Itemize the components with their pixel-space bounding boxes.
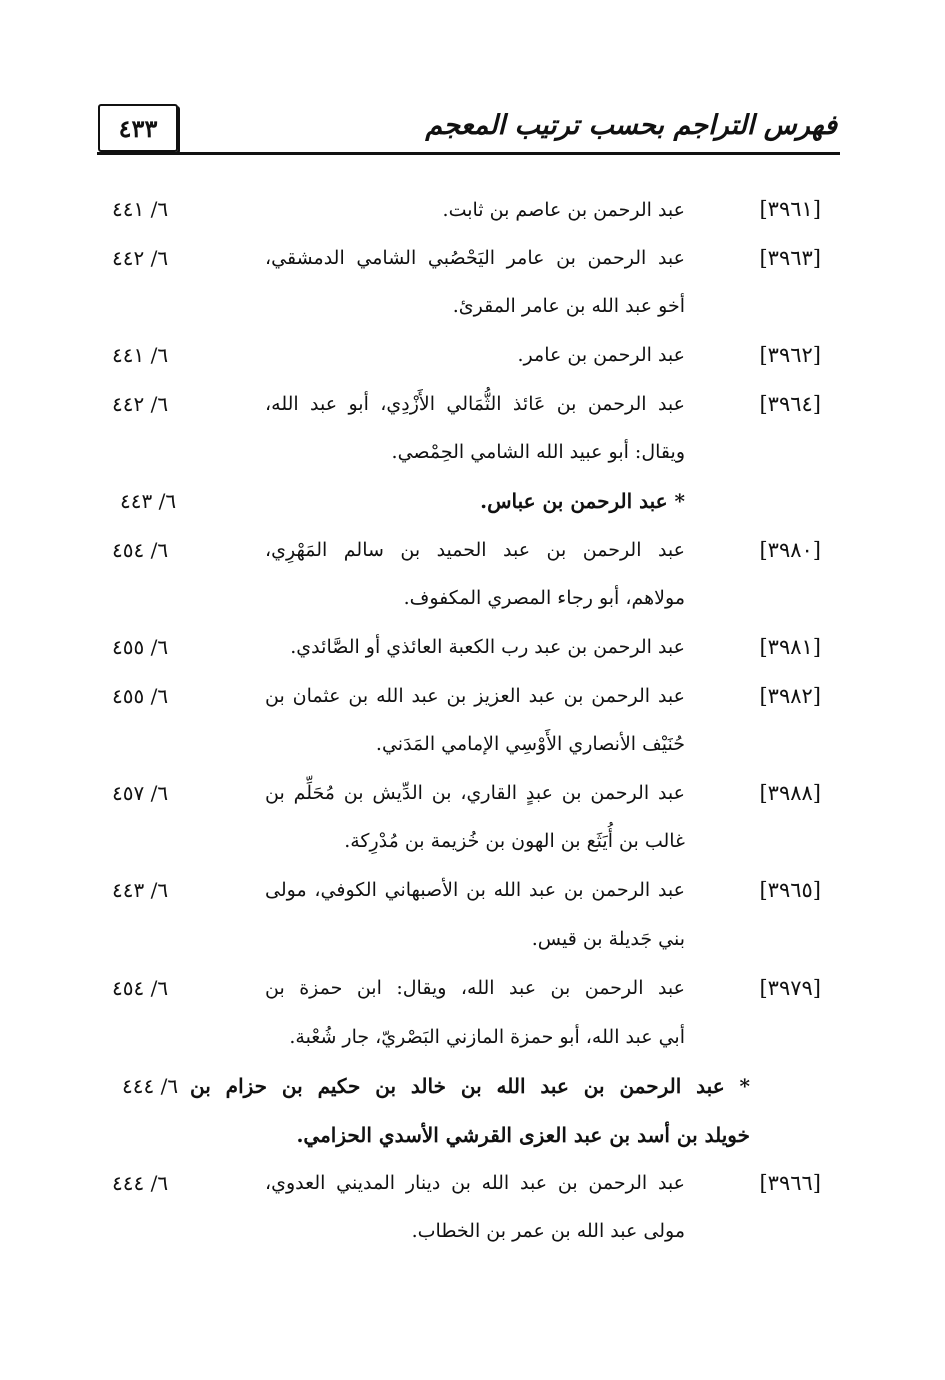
- entry-line: عبد الرحمن بن عاصم بن ثابت.: [442, 199, 685, 221]
- entry-line: عبد الرحمن بن عبد العزيز بن عبد الله بن عثمان بن: [265, 685, 685, 707]
- entry-line: عبد الرحمن بن عبد الله، ويقال: ابن حمزة بن: [265, 977, 685, 999]
- volume-page-ref: ٦/ ٤٥٤: [112, 538, 169, 562]
- entry-line: أخو عبد الله بن عامر المقرئ.: [452, 295, 685, 317]
- volume-page-ref: ٦/ ٤٤٣: [120, 489, 177, 513]
- volume-page-ref: ٦/ ٤٥٤: [112, 976, 169, 1000]
- entry-number: [٣٩٦١]: [759, 197, 821, 221]
- entry-line: * عبد الرحمن بن عبد الله بن خالد بن حكيم بن حزام بن: [190, 1074, 750, 1098]
- volume-page-ref: ٦/ ٤٥٧: [112, 781, 169, 805]
- volume-page-ref: ٦/ ٤٥٥: [112, 684, 169, 708]
- entry-line: خويلد بن أسد بن عبد العزى القرشي الأسدي الحزامي.: [296, 1123, 750, 1147]
- entry-number: [٣٩٦٥]: [759, 878, 821, 902]
- entry-line: مولاهم، أبو رجاء المصري المكفوف.: [403, 587, 685, 609]
- entry-number: [٣٩٨٨]: [759, 781, 821, 805]
- entry-number: [٣٩٨١]: [759, 635, 821, 659]
- volume-page-ref: ٦/ ٤٤٤: [112, 1171, 169, 1195]
- running-title: فهرس التراجم بحسب ترتيب المعجم: [425, 110, 837, 141]
- entry-line: عبد الرحمن بن عبدٍ القاري، بن الدِّيش بن مُحَلِّم بن: [265, 782, 685, 804]
- entry-line: عبد الرحمن بن عبد رب الكعبة العائذي أو الصَّائدي.: [290, 636, 685, 658]
- entry-line: * عبد الرحمن بن عباس.: [480, 489, 685, 513]
- entry-number: [٣٩٦٢]: [759, 343, 821, 367]
- entry-number: [٣٩٦٣]: [759, 246, 821, 270]
- entry-line: مولى عبد الله بن عمر بن الخطاب.: [411, 1220, 685, 1242]
- volume-page-ref: ٦/ ٤٤١: [112, 343, 169, 367]
- entry-line: عبد الرحمن بن عبد الله بن الأصبهاني الكوفي، مولى: [265, 879, 685, 901]
- volume-page-ref: ٦/ ٤٤٢: [112, 392, 169, 416]
- volume-page-ref: ٦/ ٤٤٣: [112, 878, 169, 902]
- entry-line: غالب بن أُيَثَع بن الهون بن خُزيمة بن مُدْرِكة.: [344, 830, 685, 852]
- volume-page-ref: ٦/ ٤٥٥: [112, 635, 169, 659]
- page-number: ٤٣٣: [118, 113, 158, 143]
- entry-line: عبد الرحمن بن عبد الله بن دينار المديني العدوي،: [265, 1172, 685, 1194]
- entry-line: حُنَيْف الأنصاري الأَوْسِي الإمامي المَدَني.: [375, 733, 685, 755]
- entry-line: عبد الرحمن بن عامر اليَحْصُبي الشامي الدمشقي،: [265, 247, 685, 269]
- entry-line: ويقال: أبو عبيد الله الشامي الحِمْصي.: [391, 441, 685, 463]
- entry-number: [٣٩٦٦]: [759, 1171, 821, 1195]
- entry-number: [٣٩٨٢]: [759, 684, 821, 708]
- entry-line: أبي عبد الله، أبو حمزة المازني البَصْريّ، جار شُعْبة.: [289, 1026, 685, 1048]
- page-number-box: [98, 104, 178, 152]
- header-rule: [97, 152, 840, 155]
- entry-line: بني جَديلة بن قيس.: [531, 928, 685, 950]
- entry-number: [٣٩٦٤]: [759, 392, 821, 416]
- volume-page-ref: ٦/ ٤٤٤: [122, 1074, 179, 1098]
- entry-number: [٣٩٧٩]: [759, 976, 821, 1000]
- entry-line: عبد الرحمن بن عامر.: [517, 344, 685, 366]
- entry-line: عبد الرحمن بن عَائذ الثُّمَالي الأَزْدِي، أبو عبد الله،: [265, 393, 685, 415]
- entry-number: [٣٩٨٠]: [759, 538, 821, 562]
- volume-page-ref: ٦/ ٤٤١: [112, 197, 169, 221]
- volume-page-ref: ٦/ ٤٤٢: [112, 246, 169, 270]
- entry-line: عبد الرحمن بن عبد الحميد بن سالم المَهْرِي،: [265, 539, 685, 561]
